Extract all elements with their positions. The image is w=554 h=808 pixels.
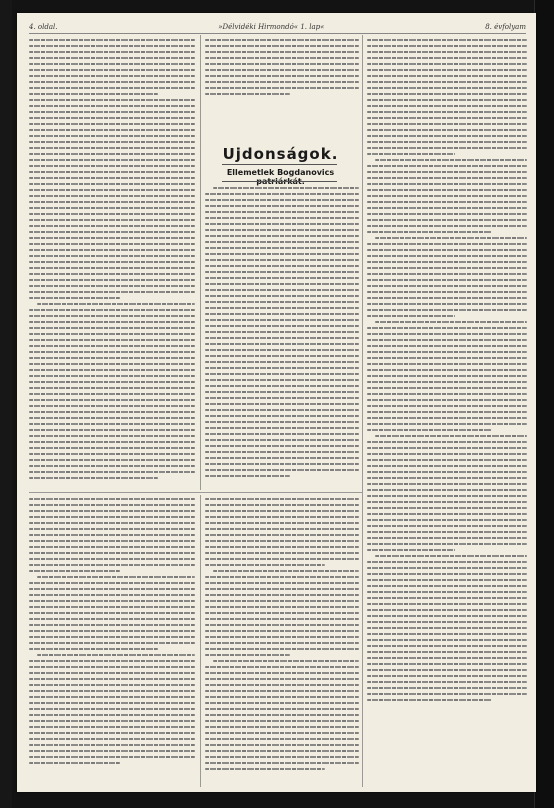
column-rule-2 — [362, 35, 363, 787]
column-middle-lower — [205, 498, 359, 788]
scan-edge-left — [0, 0, 12, 808]
section-rule-horizontal — [29, 492, 362, 493]
subhead-rule-bottom — [222, 181, 337, 182]
column-rule-1 — [200, 35, 201, 490]
column-left-upper — [29, 39, 195, 489]
page-number-left: 4. oldal. — [29, 23, 58, 31]
scan-binding-edge — [534, 0, 554, 808]
volume-label: 8. évfolyam — [485, 23, 526, 31]
column-rule-1-lower — [200, 495, 201, 787]
section-title: Ujdonságok. — [222, 145, 339, 163]
column-left-lower — [29, 498, 195, 788]
page-header — [29, 21, 526, 34]
subhead-rule-top — [222, 164, 337, 165]
column-right — [367, 39, 527, 789]
newspaper-title-header: »Délvidéki Hirmondó« 1. lap« — [218, 23, 325, 31]
article-headline: Ellemetlek Bogdanovics — [226, 168, 335, 177]
column-middle-body — [205, 187, 359, 489]
newspaper-page — [17, 13, 536, 792]
column-middle-top — [205, 39, 359, 139]
